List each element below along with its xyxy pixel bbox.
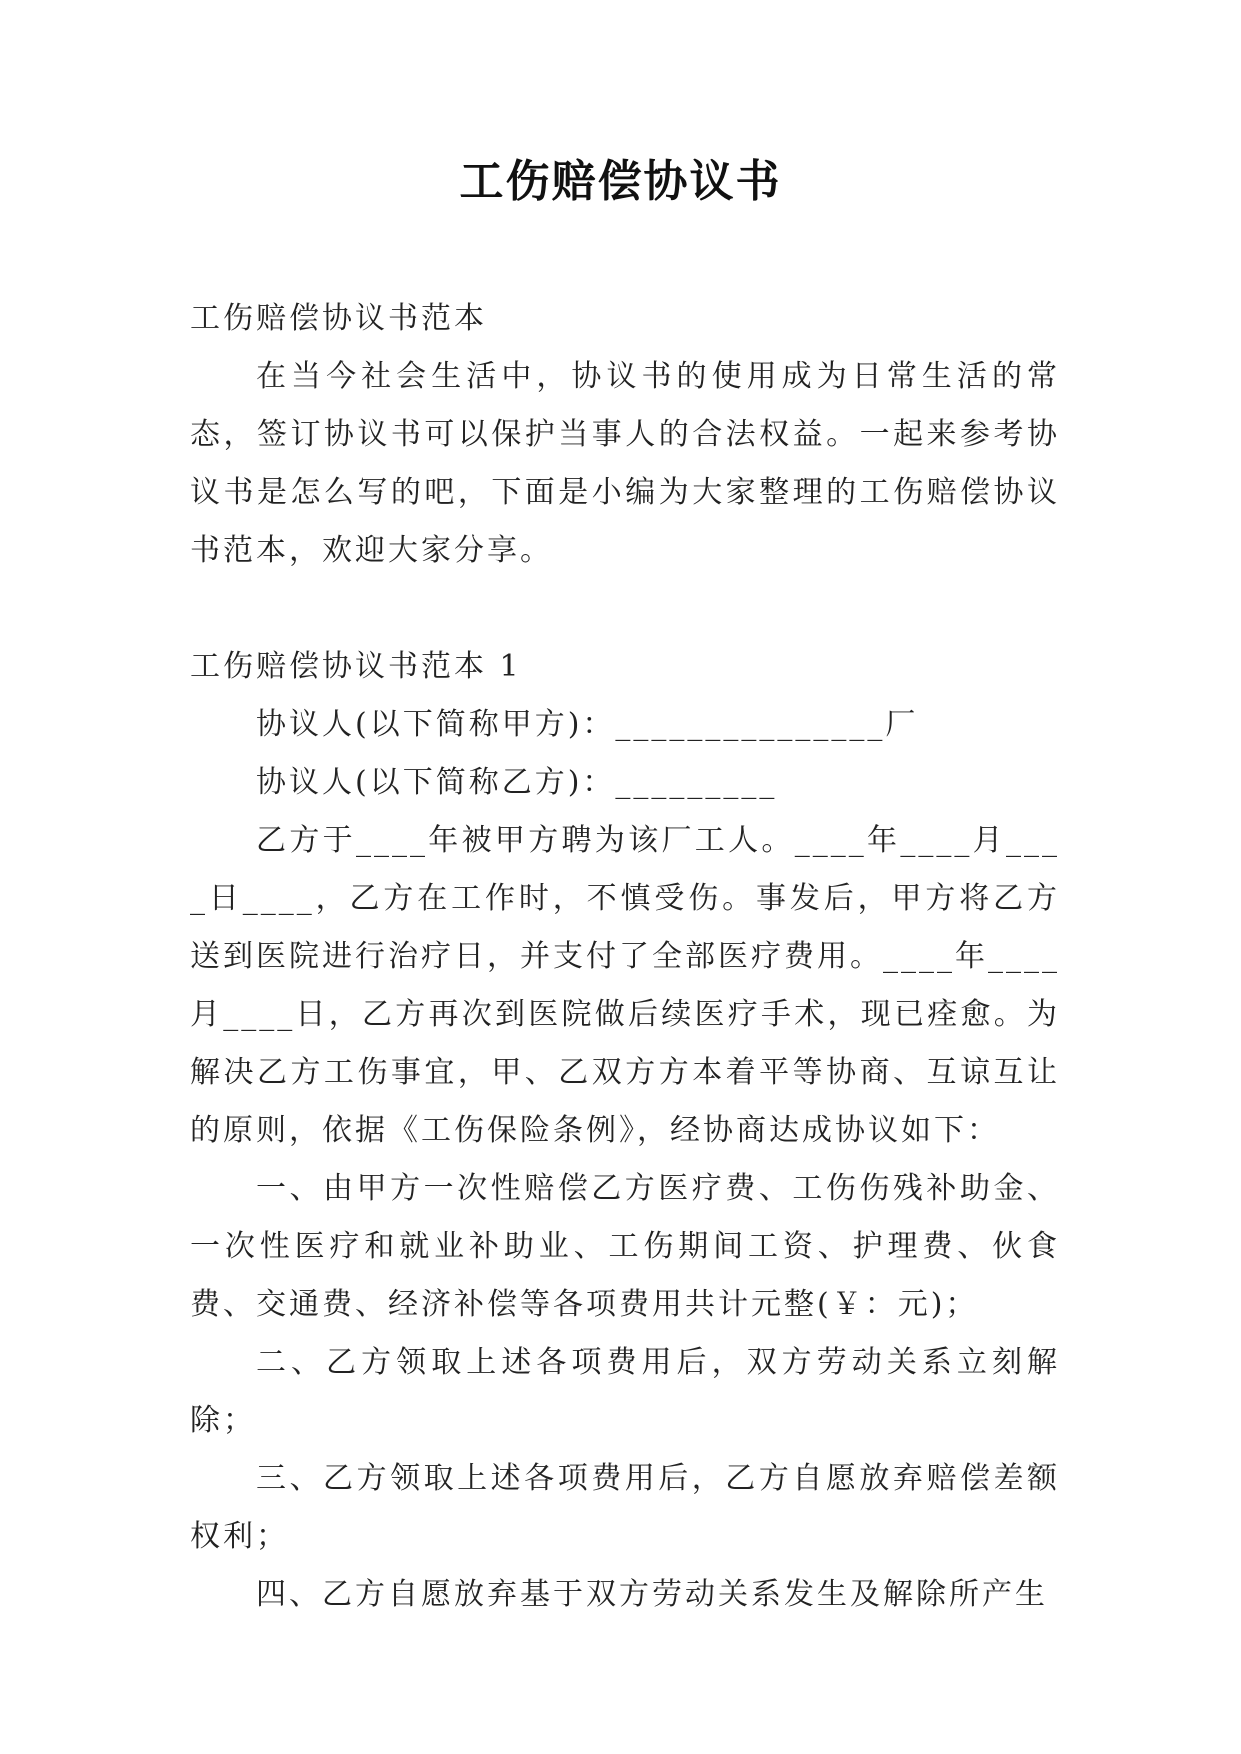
document-title: 工伤赔偿协议书 — [459, 156, 782, 207]
section-heading-sample: 工伤赔偿协议书范本 — [190, 301, 487, 336]
party-b-line: 协议人(以下简称乙方)：_________ — [256, 765, 778, 800]
background-paragraph: 乙方于____年被甲方聘为该厂工人。____年____月____日____，乙方在工作时，不慎受伤。事发后，甲方将乙方送到医院进行治疗日，并支付了全部医疗费用。____年____月____日，乙方再次到医院做后续医疗手术，现已痊愈。为解决乙方工伤事宜，甲、乙双方方本着平等协商、互谅互让的原则，依据《工伤保险条例》，经协商达成协议如下： — [190, 823, 1060, 1148]
document-body — [190, 290, 1060, 1624]
section-heading-sample-1: 工伤赔偿协议书范本 1 — [190, 649, 522, 684]
paragraph-spacer — [190, 580, 1060, 638]
clause-4: 四、乙方自愿放弃基于双方劳动关系发生及解除所产生 — [256, 1577, 1048, 1612]
clause-3: 三、乙方领取上述各项费用后，乙方自愿放弃赔偿差额权利； — [190, 1461, 1060, 1554]
intro-paragraph: 在当今社会生活中，协议书的使用成为日常生活的常态，签订协议书可以保护当事人的合法权益。一起来参考协议书是怎么写的吧，下面是小编为大家整理的工伤赔偿协议书范本，欢迎大家分享。 — [190, 359, 1060, 568]
clause-1: 一、由甲方一次性赔偿乙方医疗费、工伤伤残补助金、一次性医疗和就业补助业、工伤期间工资、护理费、伙食费、交通费、经济补偿等各项费用共计元整(￥：元)； — [190, 1171, 1060, 1322]
clause-2: 二、乙方领取上述各项费用后，双方劳动关系立刻解除； — [190, 1345, 1060, 1438]
party-a-line: 协议人(以下简称甲方)：_______________厂 — [256, 707, 919, 742]
